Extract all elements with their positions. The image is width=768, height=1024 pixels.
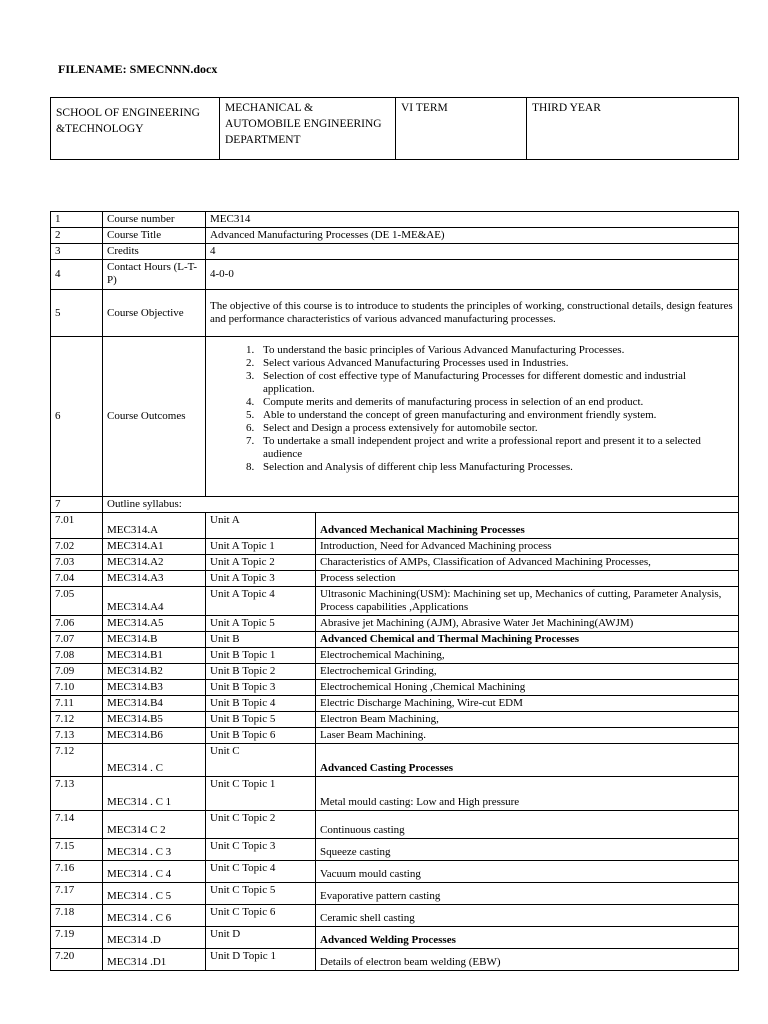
syllabus-number: 7.16 [51, 861, 103, 883]
syllabus-row [51, 555, 739, 571]
syllabus-unit: Unit C Topic 1 [206, 777, 316, 811]
syllabus-row [51, 664, 739, 680]
syllabus-number: 7.13 [51, 777, 103, 811]
row-label: Course Outcomes [103, 337, 206, 497]
info-row [51, 244, 739, 260]
syllabus-number: 7.12 [51, 712, 103, 728]
outcomes-list [210, 344, 734, 474]
syllabus-code: MEC314.A1 [103, 539, 206, 555]
term-cell: VI TERM [396, 98, 527, 160]
row-value: 4 [206, 244, 739, 260]
syllabus-unit: Unit B Topic 2 [206, 664, 316, 680]
row-number: 1 [51, 212, 103, 228]
syllabus-code: MEC314 . C 5 [103, 883, 206, 905]
outcome-item: 1. To understand the basic principles of Various Advanced Manufacturing Processes. [257, 344, 734, 357]
syllabus-number: 7.03 [51, 555, 103, 571]
row-number: 5 [51, 290, 103, 337]
syllabus-row [51, 949, 739, 971]
outcomes-cell [206, 337, 739, 497]
row-label: Course Title [103, 228, 206, 244]
syllabus-row [51, 839, 739, 861]
syllabus-code: MEC314 . C 3 [103, 839, 206, 861]
syllabus-code: MEC314.A [103, 513, 206, 539]
syllabus-unit: Unit C [206, 744, 316, 777]
syllabus-topic: Details of electron beam welding (EBW) [316, 949, 739, 971]
syllabus-code: MEC314.B4 [103, 696, 206, 712]
syllabus-unit: Unit A Topic 4 [206, 587, 316, 616]
syllabus-number: 7.06 [51, 616, 103, 632]
syllabus-row [51, 648, 739, 664]
syllabus-number: 7.09 [51, 664, 103, 680]
syllabus-unit: Unit D [206, 927, 316, 949]
syllabus-topic: Advanced Welding Processes [316, 927, 739, 949]
syllabus-code: MEC314.A2 [103, 555, 206, 571]
syllabus-code: MEC314 .D1 [103, 949, 206, 971]
row-number: 7 [51, 497, 103, 513]
row-number: 6 [51, 337, 103, 497]
syllabus-unit: Unit C Topic 4 [206, 861, 316, 883]
syllabus-code: MEC314.B [103, 632, 206, 648]
syllabus-topic: Electrochemical Machining, [316, 648, 739, 664]
info-row [51, 228, 739, 244]
syllabus-row [51, 744, 739, 777]
syllabus-unit: Unit A Topic 1 [206, 539, 316, 555]
row-label: Course Objective [103, 290, 206, 337]
syllabus-row [51, 905, 739, 927]
syllabus-topic: Advanced Mechanical Machining Processes [316, 513, 739, 539]
syllabus-topic: Introduction, Need for Advanced Machining process [316, 539, 739, 555]
outcome-item: 6. Select and Design a process extensively for automobile sector. [257, 422, 734, 435]
outcome-item: 7. To undertake a small independent project and write a professional report and present it to a selected audience [257, 435, 734, 461]
syllabus-row [51, 811, 739, 839]
row-value: MEC314 [206, 212, 739, 228]
filename-label: FILENAME: SMECNNN.docx [58, 62, 218, 76]
syllabus-number: 7.10 [51, 680, 103, 696]
syllabus-topic: Process selection [316, 571, 739, 587]
syllabus-unit: Unit B Topic 5 [206, 712, 316, 728]
syllabus-row [51, 777, 739, 811]
syllabus-code: MEC314 . C 4 [103, 861, 206, 883]
syllabus-code: MEC314 . C [103, 744, 206, 777]
row-number: 2 [51, 228, 103, 244]
header-table [50, 97, 739, 160]
school-cell: SCHOOL OF ENGINEERING &TECHNOLOGY [51, 98, 220, 160]
row-label: Course number [103, 212, 206, 228]
syllabus-number: 7.15 [51, 839, 103, 861]
syllabus-number: 7.18 [51, 905, 103, 927]
outline-row [51, 497, 739, 513]
syllabus-topic: Ultrasonic Machining(USM): Machining set up, Mechanics of cutting, Parameter Analysis, Process capabilities ,Applications [316, 587, 739, 616]
syllabus-code: MEC314.A4 [103, 587, 206, 616]
syllabus-code: MEC314.B6 [103, 728, 206, 744]
info-row [51, 260, 739, 290]
syllabus-topic: Electric Discharge Machining, Wire-cut EDM [316, 696, 739, 712]
syllabus-row [51, 513, 739, 539]
info-row [51, 290, 739, 337]
syllabus-code: MEC314.B2 [103, 664, 206, 680]
outcomes-row [51, 337, 739, 497]
syllabus-code: MEC314.B1 [103, 648, 206, 664]
syllabus-topic: Laser Beam Machining. [316, 728, 739, 744]
syllabus-unit: Unit C Topic 5 [206, 883, 316, 905]
row-number: 4 [51, 260, 103, 290]
syllabus-number: 7.01 [51, 513, 103, 539]
syllabus-number: 7.11 [51, 696, 103, 712]
syllabus-row [51, 728, 739, 744]
syllabus-topic: Characteristics of AMPs, Classification of Advanced Machining Processes, [316, 555, 739, 571]
syllabus-number: 7.20 [51, 949, 103, 971]
syllabus-topic: Squeeze casting [316, 839, 739, 861]
syllabus-unit: Unit B Topic 1 [206, 648, 316, 664]
row-value: 4-0-0 [206, 260, 739, 290]
syllabus-number: 7.19 [51, 927, 103, 949]
syllabus-topic: Vacuum mould casting [316, 861, 739, 883]
syllabus-row [51, 696, 739, 712]
syllabus-row [51, 587, 739, 616]
course-info-body [51, 212, 739, 513]
syllabus-unit: Unit A Topic 2 [206, 555, 316, 571]
syllabus-unit: Unit C Topic 3 [206, 839, 316, 861]
syllabus-unit: Unit B Topic 3 [206, 680, 316, 696]
syllabus-code: MEC314 C 2 [103, 811, 206, 839]
syllabus-topic: Advanced Chemical and Thermal Machining Processes [316, 632, 739, 648]
syllabus-topic: Ceramic shell casting [316, 905, 739, 927]
syllabus-topic: Electrochemical Honing ,Chemical Machining [316, 680, 739, 696]
syllabus-code: MEC314.B5 [103, 712, 206, 728]
syllabus-row [51, 927, 739, 949]
outcome-item: 8. Selection and Analysis of different chip less Manufacturing Processes. [257, 461, 734, 474]
syllabus-code: MEC314 . C 6 [103, 905, 206, 927]
syllabus-topic: Evaporative pattern casting [316, 883, 739, 905]
outcome-item: 3. Selection of cost effective type of Manufacturing Processes for different domestic and industrial application. [257, 370, 734, 396]
syllabus-unit: Unit C Topic 6 [206, 905, 316, 927]
syllabus-topic: Electron Beam Machining, [316, 712, 739, 728]
syllabus-code: MEC314.B3 [103, 680, 206, 696]
syllabus-number: 7.14 [51, 811, 103, 839]
row-label: Credits [103, 244, 206, 260]
outcome-item: 5. Able to understand the concept of green manufacturing and environment friendly system. [257, 409, 734, 422]
syllabus-topic: Continuous casting [316, 811, 739, 839]
syllabus-row [51, 632, 739, 648]
syllabus-number: 7.12 [51, 744, 103, 777]
syllabus-topic: Metal mould casting: Low and High pressure [316, 777, 739, 811]
syllabus-unit: Unit D Topic 1 [206, 949, 316, 971]
syllabus-code: MEC314.A3 [103, 571, 206, 587]
outcome-item: 4. Compute merits and demerits of manufacturing process in selection of an end product. [257, 396, 734, 409]
syllabus-code: MEC314 .D [103, 927, 206, 949]
syllabus-row [51, 680, 739, 696]
syllabus-row [51, 571, 739, 587]
syllabus-number: 7.05 [51, 587, 103, 616]
syllabus-unit: Unit A Topic 3 [206, 571, 316, 587]
syllabus-topic: Abrasive jet Machining (AJM), Abrasive Water Jet Machining(AWJM) [316, 616, 739, 632]
syllabus-body [51, 513, 739, 971]
info-row [51, 212, 739, 228]
syllabus-unit: Unit A [206, 513, 316, 539]
syllabus-number: 7.13 [51, 728, 103, 744]
syllabus-row [51, 883, 739, 905]
syllabus-unit: Unit B Topic 6 [206, 728, 316, 744]
syllabus-code: MEC314 . C 1 [103, 777, 206, 811]
row-number: 3 [51, 244, 103, 260]
syllabus-number: 7.02 [51, 539, 103, 555]
course-table [50, 211, 739, 971]
department-cell: MECHANICAL & AUTOMOBILE ENGINEERING DEPARTMENT [220, 98, 396, 160]
syllabus-topic: Advanced Casting Processes [316, 744, 739, 777]
syllabus-row [51, 712, 739, 728]
syllabus-row [51, 539, 739, 555]
syllabus-number: 7.17 [51, 883, 103, 905]
syllabus-number: 7.08 [51, 648, 103, 664]
syllabus-unit: Unit B [206, 632, 316, 648]
syllabus-code: MEC314.A5 [103, 616, 206, 632]
row-value: Advanced Manufacturing Processes (DE 1-ME&AE) [206, 228, 739, 244]
syllabus-unit: Unit B Topic 4 [206, 696, 316, 712]
syllabus-topic: Electrochemical Grinding, [316, 664, 739, 680]
syllabus-number: 7.04 [51, 571, 103, 587]
syllabus-unit: Unit C Topic 2 [206, 811, 316, 839]
syllabus-number: 7.07 [51, 632, 103, 648]
syllabus-unit: Unit A Topic 5 [206, 616, 316, 632]
outcome-item: 2. Select various Advanced Manufacturing Processes used in Industries. [257, 357, 734, 370]
syllabus-row [51, 616, 739, 632]
row-label: Contact Hours (L-T-P) [103, 260, 206, 290]
syllabus-row [51, 861, 739, 883]
year-cell: THIRD YEAR [527, 98, 739, 160]
outline-label: Outline syllabus: [103, 497, 739, 513]
row-value: The objective of this course is to introduce to students the principles of working, constructional details, design features and performance characteristics of various advanced manufacturing processes. [206, 290, 739, 337]
